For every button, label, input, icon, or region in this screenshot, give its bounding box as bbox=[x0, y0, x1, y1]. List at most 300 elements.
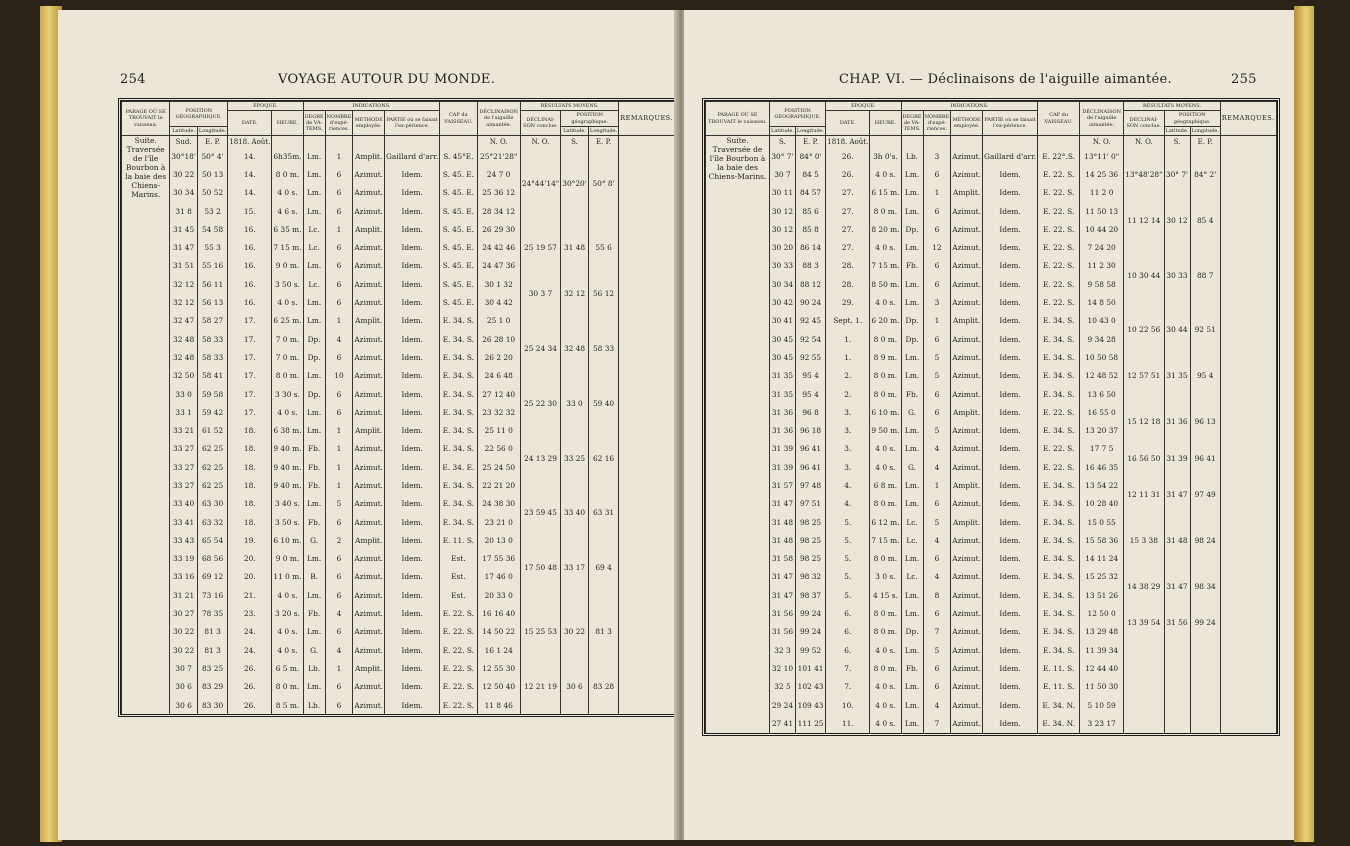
heure-cell: 8 0 m. bbox=[870, 385, 901, 403]
result-latitude: 31 36 bbox=[1164, 403, 1190, 440]
longitude-cell: 84° 0' bbox=[795, 147, 825, 165]
heure-cell: 4 0 s. bbox=[272, 184, 303, 202]
result-declination: 12 11 31 bbox=[1124, 476, 1164, 513]
latitude-cell: 31 36 bbox=[770, 421, 796, 439]
result-latitude: 30 33 bbox=[1164, 238, 1190, 311]
cap-cell: E. 34. S. bbox=[1038, 531, 1080, 549]
degre-cell: Fb. bbox=[901, 385, 923, 403]
declinaison-cell: 24 6 48 bbox=[477, 367, 520, 385]
partie-cell: Idem. bbox=[385, 184, 440, 202]
date-cell: 6. bbox=[826, 623, 870, 641]
table-row bbox=[122, 495, 675, 513]
degre-cell: Lm. bbox=[901, 495, 923, 513]
nombre-cell: 1 bbox=[325, 659, 353, 677]
methode-cell: Azimut. bbox=[353, 458, 385, 476]
degre-cell: Lm. bbox=[901, 586, 923, 604]
degre-cell: Dp. bbox=[901, 330, 923, 348]
partie-cell: Idem. bbox=[982, 476, 1037, 494]
cap-cell: E. 34. S. bbox=[1038, 641, 1080, 659]
partie-cell: Idem. bbox=[982, 623, 1037, 641]
date-header: DATE. bbox=[826, 111, 870, 136]
cap-cell: S. 45. E. bbox=[440, 238, 477, 256]
latitude-cell: 30 12 bbox=[770, 202, 796, 220]
cap-cell: S. 45°E. bbox=[440, 147, 477, 165]
longitude-cell: 58 33 bbox=[197, 348, 227, 366]
cap-cell: E. 34. S. bbox=[440, 440, 477, 458]
heure-cell: 6 8 m. bbox=[870, 476, 901, 494]
degre-cell: Fb. bbox=[303, 604, 325, 622]
result-declination: 16 56 50 bbox=[1124, 440, 1164, 477]
cap-cell: E. 22. S. bbox=[1038, 403, 1080, 421]
methode-cell: Azimut. bbox=[951, 440, 983, 458]
declinaison-cell: 26 28 10 bbox=[477, 330, 520, 348]
degre-cell: Lm. bbox=[303, 550, 325, 568]
longitude-cell: 59 58 bbox=[197, 385, 227, 403]
nombre-cell: 6 bbox=[923, 257, 951, 275]
right-running-title: CHAP. VI. — Déclinaisons de l'aiguille aimantée. bbox=[839, 72, 1172, 87]
longitude-cell: 73 16 bbox=[197, 586, 227, 604]
date-cell: 18. bbox=[228, 476, 272, 494]
methode-cell: Amplit. bbox=[353, 659, 385, 677]
partie-cell: Idem. bbox=[385, 220, 440, 238]
partie-cell: Idem. bbox=[982, 714, 1037, 732]
nombre-cell: 4 bbox=[923, 531, 951, 549]
declinaison-cell: 26 29 30 bbox=[477, 220, 520, 238]
nombre-cell: 6 bbox=[325, 696, 353, 714]
longitude-cell: 62 25 bbox=[197, 476, 227, 494]
degre-cell: Lm. bbox=[901, 696, 923, 714]
longitude-cell: 85 8 bbox=[795, 220, 825, 238]
heure-cell: 4 0 s. bbox=[272, 623, 303, 641]
date-cell: 16. bbox=[228, 293, 272, 311]
result-latitude: 33 40 bbox=[561, 495, 589, 532]
blank-unit bbox=[982, 136, 1037, 148]
heure-cell: 9 40 m. bbox=[272, 476, 303, 494]
methode-cell: Amplit. bbox=[951, 513, 983, 531]
cap-cell: E. 34. S. bbox=[440, 330, 477, 348]
result-longitude: 81 3 bbox=[588, 604, 618, 659]
longitude-cell: 96 41 bbox=[795, 440, 825, 458]
partie-cell: Idem. bbox=[982, 421, 1037, 439]
cap-cell: E. 22. S. bbox=[1038, 202, 1080, 220]
latitude-cell: 30 41 bbox=[770, 312, 796, 330]
methode-cell: Azimut. bbox=[951, 275, 983, 293]
degre-cell: Dp. bbox=[901, 220, 923, 238]
latitude-cell: 33 27 bbox=[170, 458, 198, 476]
latitude-cell: 33 1 bbox=[170, 403, 198, 421]
latitude-cell: 30 34 bbox=[170, 184, 198, 202]
longitude-cell: 50° 4' bbox=[197, 147, 227, 165]
cap-cell: E. 34. S. bbox=[1038, 550, 1080, 568]
longitude-cell: 98 37 bbox=[795, 586, 825, 604]
cap-cell: E. 34. S. bbox=[440, 476, 477, 494]
partie-cell: Idem. bbox=[982, 678, 1037, 696]
heure-cell: 7 0 m. bbox=[272, 348, 303, 366]
longitude-cell: 58 27 bbox=[197, 312, 227, 330]
latitude-header: Latitude. bbox=[771, 127, 794, 134]
nombre-cell: 6 bbox=[923, 659, 951, 677]
partie-cell: Idem. bbox=[385, 330, 440, 348]
result-declination: 24 13 29 bbox=[520, 421, 560, 494]
date-cell: 17. bbox=[228, 385, 272, 403]
degre-cell: Lm. bbox=[303, 623, 325, 641]
heure-cell: 8 0 m. bbox=[870, 495, 901, 513]
methode-cell: Azimut. bbox=[951, 348, 983, 366]
partie-cell: Idem. bbox=[982, 641, 1037, 659]
declinaison-cell: 10 28 40 bbox=[1080, 495, 1124, 513]
date-cell: 18. bbox=[228, 495, 272, 513]
left-page bbox=[58, 10, 679, 840]
methode-cell: Azimut. bbox=[951, 641, 983, 659]
latitude-cell: 30 22 bbox=[170, 641, 198, 659]
degre-cell: Lm. bbox=[901, 275, 923, 293]
cap-cell: S. 45. E. bbox=[440, 165, 477, 183]
degre-cell: Lm. bbox=[901, 550, 923, 568]
result-declination bbox=[1124, 641, 1164, 732]
table-row bbox=[122, 275, 675, 293]
nombre-cell: 4 bbox=[325, 641, 353, 659]
date-cell: 7. bbox=[826, 678, 870, 696]
declinaison-cell: 14 8 50 bbox=[1080, 293, 1124, 311]
result-declination: 25 19 57 bbox=[520, 220, 560, 275]
left-declination-table bbox=[118, 98, 678, 717]
result-declination: 12 21 19 bbox=[520, 659, 560, 714]
table-row bbox=[706, 604, 1277, 622]
lon-unit: E. P. bbox=[197, 136, 227, 148]
date-cell: 2. bbox=[826, 367, 870, 385]
declinaison-cell: 23 32 32 bbox=[477, 403, 520, 421]
cap-cell: E. 22. S. bbox=[1038, 275, 1080, 293]
latitude-cell: 30 7 bbox=[170, 659, 198, 677]
res-decl-header: DÉCLINAI-SON conclue. bbox=[1124, 111, 1164, 136]
latitude-cell: 33 27 bbox=[170, 440, 198, 458]
latitude-cell: 32 50 bbox=[170, 367, 198, 385]
result-latitude: 30°20' bbox=[561, 147, 589, 220]
partie-cell: Idem. bbox=[385, 421, 440, 439]
cap-cell: E. 34. S. bbox=[440, 367, 477, 385]
result-latitude bbox=[1164, 641, 1190, 732]
date-cell: 18. bbox=[228, 513, 272, 531]
partie-cell: Idem. bbox=[982, 238, 1037, 256]
declinaison-cell: 17 7 5 bbox=[1080, 440, 1124, 458]
methode-cell: Azimut. bbox=[951, 367, 983, 385]
longitude-cell: 97 48 bbox=[795, 476, 825, 494]
parage-header: PARAGE OÙ SE TROUVAIT le vaisseau. bbox=[706, 102, 770, 136]
declinaison-cell: 16 1 24 bbox=[477, 641, 520, 659]
partie-cell: Idem. bbox=[982, 202, 1037, 220]
res-pos-header: POSITION géographique. bbox=[561, 111, 619, 127]
date-cell: 16. bbox=[228, 238, 272, 256]
date-cell: 14. bbox=[228, 184, 272, 202]
cap-cell: E. 22. S. bbox=[1038, 440, 1080, 458]
declinaison-cell: 20 13 0 bbox=[477, 531, 520, 549]
table-row bbox=[122, 421, 675, 439]
remarques-header: REMARQUES. bbox=[1220, 102, 1276, 136]
cap-cell: E. 34. S. bbox=[440, 495, 477, 513]
methode-cell: Azimut. bbox=[951, 568, 983, 586]
indications-header: INDICATIONS. bbox=[303, 102, 440, 111]
result-longitude: 58 33 bbox=[588, 312, 618, 385]
longitude-cell: 69 12 bbox=[197, 568, 227, 586]
result-longitude: 99 24 bbox=[1190, 604, 1220, 641]
longitude-cell: 59 42 bbox=[197, 403, 227, 421]
declinaison-cell: 10 43 0 bbox=[1080, 312, 1124, 330]
degre-cell: Lm. bbox=[901, 202, 923, 220]
heure-cell: 6 10 m. bbox=[272, 531, 303, 549]
latitude-cell: 32 12 bbox=[170, 293, 198, 311]
cap-cell: E. 34. S. bbox=[440, 348, 477, 366]
blank-unit bbox=[325, 136, 353, 148]
methode-cell: Azimut. bbox=[353, 641, 385, 659]
longitude-cell: 58 33 bbox=[197, 330, 227, 348]
res-decl-unit: N. O. bbox=[1124, 136, 1164, 148]
result-declination: 25 24 34 bbox=[520, 312, 560, 385]
nombre-cell: 7 bbox=[923, 714, 951, 732]
longitude-cell: 78 35 bbox=[197, 604, 227, 622]
nombre-cell: 2 bbox=[325, 531, 353, 549]
cap-cell: E. 34. S. bbox=[1038, 513, 1080, 531]
partie-cell: Idem. bbox=[982, 604, 1037, 622]
methode-cell: Amplit. bbox=[353, 531, 385, 549]
nombre-cell: 1 bbox=[325, 147, 353, 165]
decl-unit: N. O. bbox=[1080, 136, 1124, 148]
degre-cell: Lm. bbox=[901, 604, 923, 622]
cap-cell: E. 11. S. bbox=[1038, 678, 1080, 696]
result-latitude: 30 6 bbox=[561, 659, 589, 714]
longitude-cell: 99 24 bbox=[795, 604, 825, 622]
methode-cell: Azimut. bbox=[951, 550, 983, 568]
cap-cell: S. 45. E. bbox=[440, 184, 477, 202]
latitude-cell: 31 35 bbox=[770, 385, 796, 403]
left-running-title: VOYAGE AUTOUR DU MONDE. bbox=[278, 72, 496, 87]
nombre-cell: 1 bbox=[325, 312, 353, 330]
latitude-cell: 32 10 bbox=[770, 659, 796, 677]
heure-cell: 3 20 s. bbox=[272, 604, 303, 622]
right-page bbox=[684, 10, 1294, 840]
nombre-cell: 6 bbox=[923, 202, 951, 220]
methode-cell: Azimut. bbox=[353, 678, 385, 696]
cap-cell: S. 45. E. bbox=[440, 220, 477, 238]
nombre-cell: 5 bbox=[923, 421, 951, 439]
heure-cell: 4 0 s. bbox=[272, 586, 303, 604]
result-latitude: 31 48 bbox=[1164, 513, 1190, 568]
heure-cell: 8 20 m. bbox=[870, 220, 901, 238]
heure-cell: 6 35 m. bbox=[272, 220, 303, 238]
degre-cell: Dp. bbox=[901, 312, 923, 330]
methode-cell: Amplit. bbox=[353, 220, 385, 238]
declinaison-cell: 11 2 0 bbox=[1080, 184, 1124, 202]
heure-cell: 8 50 m. bbox=[870, 275, 901, 293]
partie-cell: Idem. bbox=[982, 275, 1037, 293]
declinaison-cell: 13 54 22 bbox=[1080, 476, 1124, 494]
degre-cell: Lc. bbox=[303, 275, 325, 293]
nombre-cell: 1 bbox=[923, 476, 951, 494]
heure-cell: 6h35m. bbox=[272, 147, 303, 165]
declinaison-cell: 28 34 12 bbox=[477, 202, 520, 220]
result-declination: 30 3 7 bbox=[520, 275, 560, 312]
result-declination: 15 3 38 bbox=[1124, 513, 1164, 568]
date-cell: 14. bbox=[228, 165, 272, 183]
partie-cell: Idem. bbox=[982, 568, 1037, 586]
result-longitude: 98 24 bbox=[1190, 513, 1220, 568]
latitude-cell: 30 42 bbox=[770, 293, 796, 311]
parage-cell: Suite. Traversée de l'île Bourbon à la baie des Chiens-Marins. bbox=[706, 136, 770, 733]
longitude-cell: 63 32 bbox=[197, 513, 227, 531]
latitude-cell: 31 48 bbox=[770, 531, 796, 549]
cap-header: CAP du VAISSEAU. bbox=[440, 102, 477, 136]
result-latitude: 33 25 bbox=[561, 421, 589, 494]
result-declination: 14 38 29 bbox=[1124, 568, 1164, 605]
declinaison-cell: 12 50 40 bbox=[477, 678, 520, 696]
declinaison-cell: 16 55 0 bbox=[1080, 403, 1124, 421]
degre-cell: Lc. bbox=[901, 513, 923, 531]
date-cell: 23. bbox=[228, 604, 272, 622]
heure-cell: 9 0 m. bbox=[272, 257, 303, 275]
date-cell: 1. bbox=[826, 330, 870, 348]
latitude-cell: 31 35 bbox=[770, 367, 796, 385]
longitude-header: Longitude. bbox=[796, 127, 825, 134]
longitude-cell: 98 25 bbox=[795, 531, 825, 549]
latitude-cell: 32 12 bbox=[170, 275, 198, 293]
methode-cell: Azimut. bbox=[951, 714, 983, 732]
result-latitude: 32 12 bbox=[561, 275, 589, 312]
declinaison-cell: 13 51 26 bbox=[1080, 586, 1124, 604]
result-longitude: 63 31 bbox=[588, 495, 618, 532]
result-latitude: 30° 7' bbox=[1164, 147, 1190, 202]
table-row bbox=[706, 440, 1277, 458]
date-cell: 6. bbox=[826, 641, 870, 659]
remarques-header: REMARQUES. bbox=[619, 102, 675, 136]
latitude-cell: 31 39 bbox=[770, 458, 796, 476]
degre-cell: Lm. bbox=[303, 257, 325, 275]
methode-cell: Azimut. bbox=[353, 202, 385, 220]
degre-cell: Lm. bbox=[901, 184, 923, 202]
cap-cell: E. 34. S. bbox=[1038, 385, 1080, 403]
longitude-cell: 96 18 bbox=[795, 421, 825, 439]
methode-cell: Azimut. bbox=[951, 238, 983, 256]
heure-cell: 9 40 m. bbox=[272, 458, 303, 476]
partie-cell: Idem. bbox=[385, 476, 440, 494]
degre-cell: Lm. bbox=[901, 641, 923, 659]
heure-cell: 4 0 s. bbox=[272, 293, 303, 311]
latitude-cell: 27 41 bbox=[770, 714, 796, 732]
position-header: POSITION GÉOGRAPHIQUE. bbox=[770, 102, 826, 127]
longitude-cell: 95 4 bbox=[795, 385, 825, 403]
res-lon-header: Longitude. bbox=[589, 127, 618, 134]
degre-cell: Lm. bbox=[901, 421, 923, 439]
declinaison-cell: 17 46 0 bbox=[477, 568, 520, 586]
heure-cell: 4 0 s. bbox=[870, 165, 901, 183]
result-latitude: 32 48 bbox=[561, 312, 589, 385]
left-page-number: 254 bbox=[120, 72, 146, 87]
latitude-cell: 30 22 bbox=[170, 165, 198, 183]
nombre-cell: 6 bbox=[923, 330, 951, 348]
latitude-cell: 31 47 bbox=[770, 568, 796, 586]
declinaison-cell: 22 56 0 bbox=[477, 440, 520, 458]
nombre-cell: 5 bbox=[923, 513, 951, 531]
methode-cell: Azimut. bbox=[951, 385, 983, 403]
date-cell: 21. bbox=[228, 586, 272, 604]
degre-cell: Dp. bbox=[303, 348, 325, 366]
date-cell: 16. bbox=[228, 220, 272, 238]
res-lat-header: Latitude. bbox=[561, 126, 589, 135]
declinaison-cell: 26 2 20 bbox=[477, 348, 520, 366]
partie-cell: Idem. bbox=[982, 330, 1037, 348]
methode-cell: Azimut. bbox=[353, 275, 385, 293]
parage-cell: Suite. Traversée de l'île Bourbon à la baie des Chiens-Marins. bbox=[122, 136, 170, 715]
table-row bbox=[122, 220, 675, 238]
degre-cell: Lm. bbox=[303, 495, 325, 513]
date-cell: 4. bbox=[826, 495, 870, 513]
longitude-cell: 81 3 bbox=[197, 623, 227, 641]
degre-cell: Lm. bbox=[303, 367, 325, 385]
result-declination: 24°44'14" bbox=[520, 147, 560, 220]
nombre-cell: 7 bbox=[923, 623, 951, 641]
result-declination: 15 12 18 bbox=[1124, 403, 1164, 440]
cap-cell: E. 22. S. bbox=[1038, 238, 1080, 256]
date-cell: 4. bbox=[826, 476, 870, 494]
declinaison-cell: 11 50 13 bbox=[1080, 202, 1124, 220]
declinaison-cell: 10 44 20 bbox=[1080, 220, 1124, 238]
heure-cell: 6 15 m. bbox=[870, 184, 901, 202]
right-table bbox=[705, 101, 1277, 733]
partie-cell: Idem. bbox=[385, 257, 440, 275]
longitude-cell: 96 41 bbox=[795, 458, 825, 476]
declinaison-cell: 27 12 40 bbox=[477, 385, 520, 403]
partie-cell: Idem. bbox=[385, 531, 440, 549]
table-row bbox=[122, 604, 675, 622]
latitude-cell: 33 16 bbox=[170, 568, 198, 586]
date-unit: 1818. Août. bbox=[229, 137, 271, 146]
nombre-cell: 1 bbox=[325, 421, 353, 439]
declinaison-cell: 24 42 46 bbox=[477, 238, 520, 256]
nombre-cell: 6 bbox=[923, 550, 951, 568]
nombre-cell: 5 bbox=[325, 495, 353, 513]
date-cell: 1. bbox=[826, 348, 870, 366]
heure-cell: 8 0 m. bbox=[272, 367, 303, 385]
declinaison-cell: 5 10 59 bbox=[1080, 696, 1124, 714]
heure-cell: 4 0 s. bbox=[870, 238, 901, 256]
lat-unit: Sud. bbox=[170, 136, 198, 148]
blank-unit bbox=[353, 136, 385, 148]
longitude-cell: 97 51 bbox=[795, 495, 825, 513]
cap-cell: E. 34. S. bbox=[440, 385, 477, 403]
date-cell: 20. bbox=[228, 568, 272, 586]
methode-cell: Amplit. bbox=[951, 184, 983, 202]
methode-cell: Azimut. bbox=[353, 330, 385, 348]
longitude-cell: 65 54 bbox=[197, 531, 227, 549]
methode-cell: Azimut. bbox=[353, 440, 385, 458]
cap-cell: E. 22. S. bbox=[440, 623, 477, 641]
methode-cell: Amplit. bbox=[951, 403, 983, 421]
declinaison-cell: 13 29 48 bbox=[1080, 623, 1124, 641]
res-pos-header: POSITION géographique. bbox=[1164, 111, 1220, 127]
declinaison-cell: 12 50 0 bbox=[1080, 604, 1124, 622]
latitude-cell: 33 27 bbox=[170, 476, 198, 494]
heure-cell: 6 38 m. bbox=[272, 421, 303, 439]
longitude-cell: 98 25 bbox=[795, 550, 825, 568]
latitude-cell: 31 21 bbox=[170, 586, 198, 604]
cap-cell: E. 34. S. bbox=[1038, 348, 1080, 366]
result-declination: 10 22 56 bbox=[1124, 312, 1164, 349]
longitude-cell: 83 29 bbox=[197, 678, 227, 696]
methode-cell: Azimut. bbox=[353, 476, 385, 494]
latitude-cell: 32 3 bbox=[770, 641, 796, 659]
table-row bbox=[706, 476, 1277, 494]
cap-cell: E. 34. S. bbox=[1038, 586, 1080, 604]
degre-cell: Dp. bbox=[303, 385, 325, 403]
cap-cell: E. 22. S. bbox=[1038, 184, 1080, 202]
